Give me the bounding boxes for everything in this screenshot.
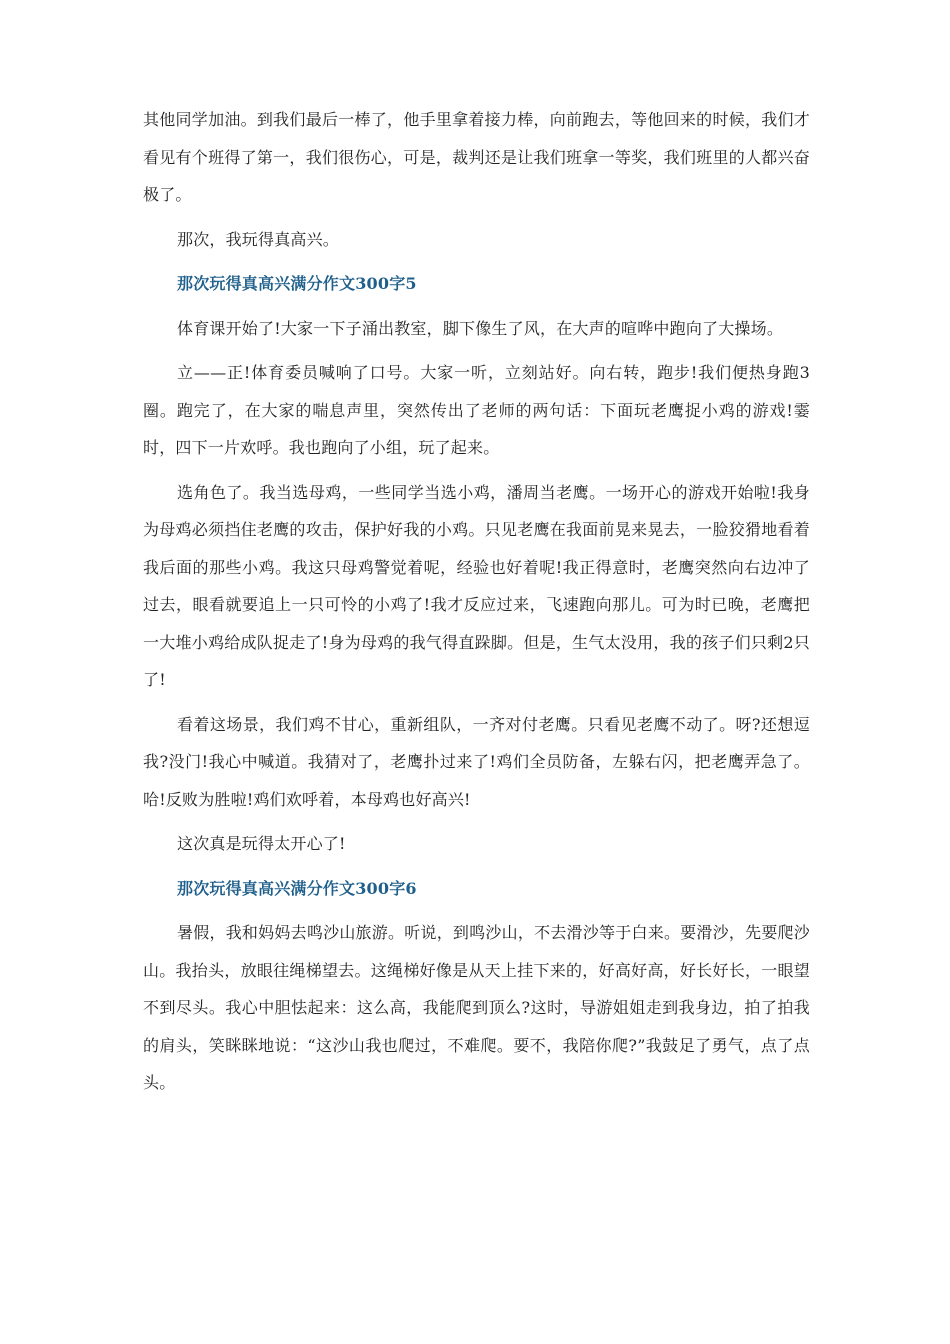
paragraph-warmup-run: 立——正!体育委员喊响了口号。大家一听，立刻站好。向右转，跑步!我们便热身跑3圈。跑完了，在大家的喘息声里，突然传出了老师的两句话：下面玩老鹰捉小鸡的游戏!霎时，四下一片欢呼。我也跑向了小组，玩了起来。 [143, 363, 810, 457]
paragraph-pe-class-start: 体育课开始了!大家一下子涌出教室，脚下像生了风，在大声的喧哗中跑向了大操场。 [177, 318, 784, 338]
paragraph-so-much-fun: 这次真是玩得太开心了! [177, 834, 346, 853]
essay-heading-6: 那次玩得真高兴满分作文300字6 [177, 878, 417, 898]
paragraph-regroup: 看着这场景，我们鸡不甘心，重新组队，一齐对付老鹰。只看见老鹰不动了。呀?还想逗我?没门!我心中喊道。我猜对了，老鹰扑过来了!鸡们全员防备，左躲右闪，把老鹰弄急了。哈!反败为胜啦!鸡们欢呼着，本母鸡也好高兴! [143, 714, 810, 809]
document-body [143, 101, 810, 1109]
essay-heading-5: 那次玩得真高兴满分作文300字5 [177, 274, 417, 293]
paragraph-relay-ending: 其他同学加油。到我们最后一棒了，他手里拿着接力棒，向前跑去，等他回来的时候，我们才看见有个班得了第一，我们很伤心，可是，裁判还是让我们班拿一等奖，我们班里的人都兴奋极了。 [143, 110, 810, 204]
paragraph-sand-mountain: 暑假，我和妈妈去鸣沙山旅游。听说，到鸣沙山，不去滑沙等于白来。要滑沙，先要爬沙山。我抬头，放眼往绳梯望去。这绳梯好像是从天上挂下来的，好高好高，好长好长，一眼望不到尽头。我心中胆怯起来：这么高，我能爬到顶么?这时，导游姐姐走到我身边，拍了拍我的肩头，笑眯眯地说：“这沙山我也爬过，不难爬。要不，我陪你爬?”我鼓足了勇气，点了点头。 [143, 923, 810, 1092]
paragraph-happy-that-time: 那次，我玩得真高兴。 [177, 229, 340, 249]
paragraph-choose-roles: 选角色了。我当选母鸡，一些同学当选小鸡，潘周当老鹰。一场开心的游戏开始啦!我身为母鸡必须挡住老鹰的攻击，保护好我的小鸡。只见老鹰在我面前晃来晃去，一脸狡猾地看着我后面的那些小鸡。我这只母鸡警觉着呢，经验也好着呢!我正得意时，老鹰突然向右边冲了过去，眼看就要追上一只可怜的小鸡了!我才反应过来，飞速跑向那儿。可为时已晚，老鹰把一大堆小鸡给成队捉走了!身为母鸡的我气得直跺脚。但是，生气太没用，我的孩子们只剩2只了! [143, 482, 810, 689]
